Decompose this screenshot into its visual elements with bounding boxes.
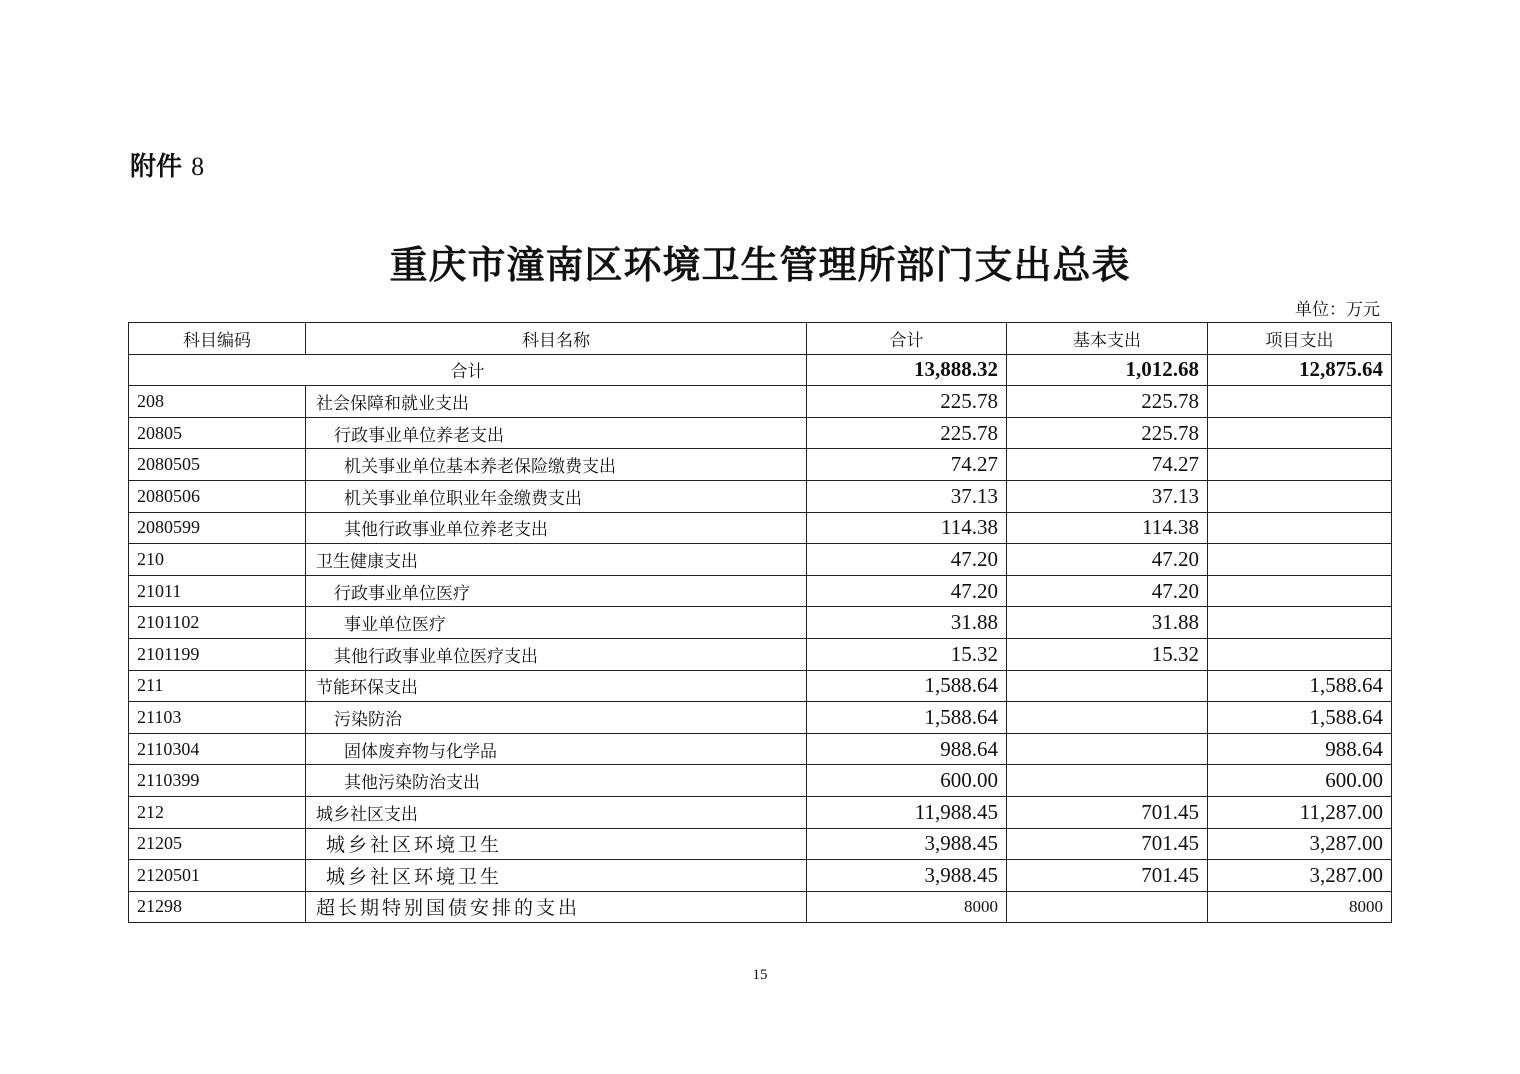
row-name: 污染防治: [306, 702, 807, 734]
attachment-label: [130, 146, 204, 183]
row-total: 114.38: [807, 512, 1007, 544]
row-basic: 47.20: [1007, 575, 1208, 607]
row-basic: [1007, 670, 1208, 702]
row-code: 20805: [129, 417, 306, 449]
attachment-number: 8: [191, 152, 205, 181]
table-row: [129, 828, 1392, 860]
row-code: 2101102: [129, 607, 306, 639]
row-total: 15.32: [807, 638, 1007, 670]
table-row: [129, 575, 1392, 607]
expenditure-table: [128, 322, 1392, 923]
table-row: [129, 512, 1392, 544]
row-code: 208: [129, 386, 306, 418]
table-row: [129, 702, 1392, 734]
row-project: 988.64: [1208, 733, 1392, 765]
row-name: 卫生健康支出: [306, 544, 807, 576]
row-project: [1208, 417, 1392, 449]
row-code: 2110304: [129, 733, 306, 765]
row-name: 超长期特别国债安排的支出: [306, 891, 807, 923]
row-basic: 701.45: [1007, 860, 1208, 892]
row-project: 1,588.64: [1208, 670, 1392, 702]
row-project: 3,287.00: [1208, 828, 1392, 860]
row-name: 机关事业单位职业年金缴费支出: [306, 480, 807, 512]
row-code: 21205: [129, 828, 306, 860]
row-name: 行政事业单位医疗: [306, 575, 807, 607]
row-name: 节能环保支出: [306, 670, 807, 702]
row-project: [1208, 638, 1392, 670]
row-total: 74.27: [807, 449, 1007, 481]
row-basic: [1007, 891, 1208, 923]
row-name: 其他行政事业单位养老支出: [306, 512, 807, 544]
row-code: 21011: [129, 575, 306, 607]
row-project: [1208, 449, 1392, 481]
row-basic: 15.32: [1007, 638, 1208, 670]
row-basic: 701.45: [1007, 796, 1208, 828]
table-row: [129, 417, 1392, 449]
total-basic: 1,012.68: [1007, 354, 1208, 386]
table-row: [129, 860, 1392, 892]
header-basic: 基本支出: [1007, 323, 1208, 355]
row-total: 600.00: [807, 765, 1007, 797]
row-project: 3,287.00: [1208, 860, 1392, 892]
table-row: [129, 607, 1392, 639]
row-total: 47.20: [807, 575, 1007, 607]
row-code: 210: [129, 544, 306, 576]
row-total: 225.78: [807, 417, 1007, 449]
row-total: 8000: [807, 891, 1007, 923]
total-label: 合计: [129, 354, 807, 386]
attachment-word: 附件: [130, 152, 183, 182]
row-basic: 114.38: [1007, 512, 1208, 544]
row-name: 城乡社区环境卫生: [306, 828, 807, 860]
header-row: [129, 323, 1392, 355]
row-code: 2080505: [129, 449, 306, 481]
row-total: 1,588.64: [807, 670, 1007, 702]
table-row: [129, 638, 1392, 670]
table-row: [129, 544, 1392, 576]
row-name: 其他行政事业单位医疗支出: [306, 638, 807, 670]
row-code: 2080506: [129, 480, 306, 512]
row-name: 城乡社区环境卫生: [306, 860, 807, 892]
row-project: 11,287.00: [1208, 796, 1392, 828]
row-total: 11,988.45: [807, 796, 1007, 828]
row-code: 2080599: [129, 512, 306, 544]
row-project: 600.00: [1208, 765, 1392, 797]
table-row: [129, 891, 1392, 923]
table-row: [129, 796, 1392, 828]
row-basic: 74.27: [1007, 449, 1208, 481]
row-project: 8000: [1208, 891, 1392, 923]
row-basic: 225.78: [1007, 386, 1208, 418]
header-name: 科目名称: [306, 323, 807, 355]
row-name: 事业单位医疗: [306, 607, 807, 639]
table-row: [129, 386, 1392, 418]
row-name: 机关事业单位基本养老保险缴费支出: [306, 449, 807, 481]
header-total: 合计: [807, 323, 1007, 355]
row-code: 2101199: [129, 638, 306, 670]
row-basic: 31.88: [1007, 607, 1208, 639]
row-total: 3,988.45: [807, 828, 1007, 860]
row-code: 21103: [129, 702, 306, 734]
row-total: 3,988.45: [807, 860, 1007, 892]
row-name: 社会保障和就业支出: [306, 386, 807, 418]
row-project: [1208, 607, 1392, 639]
row-project: [1208, 575, 1392, 607]
page-number: 15: [752, 967, 768, 983]
row-basic: [1007, 765, 1208, 797]
row-code: 2120501: [129, 860, 306, 892]
row-code: 21298: [129, 891, 306, 923]
row-name: 固体废弃物与化学品: [306, 733, 807, 765]
header-project: 项目支出: [1208, 323, 1392, 355]
row-basic: [1007, 733, 1208, 765]
row-name: 其他污染防治支出: [306, 765, 807, 797]
row-name: 行政事业单位养老支出: [306, 417, 807, 449]
row-project: [1208, 512, 1392, 544]
row-code: 2110399: [129, 765, 306, 797]
page-title: 重庆市潼南区环境卫生管理所部门支出总表: [389, 242, 1131, 287]
row-project: [1208, 480, 1392, 512]
row-total: 47.20: [807, 544, 1007, 576]
total-row: [129, 354, 1392, 386]
header-code: 科目编码: [129, 323, 306, 355]
row-total: 31.88: [807, 607, 1007, 639]
table-row: [129, 765, 1392, 797]
table-row: [129, 449, 1392, 481]
row-project: [1208, 386, 1392, 418]
row-total: 37.13: [807, 480, 1007, 512]
row-project: 1,588.64: [1208, 702, 1392, 734]
row-total: 988.64: [807, 733, 1007, 765]
row-basic: [1007, 702, 1208, 734]
table-row: [129, 670, 1392, 702]
row-code: 212: [129, 796, 306, 828]
table-row: [129, 733, 1392, 765]
table-row: [129, 480, 1392, 512]
total-amount: 13,888.32: [807, 354, 1007, 386]
row-project: [1208, 544, 1392, 576]
row-basic: 37.13: [1007, 480, 1208, 512]
total-project: 12,875.64: [1208, 354, 1392, 386]
row-total: 1,588.64: [807, 702, 1007, 734]
row-basic: 47.20: [1007, 544, 1208, 576]
row-basic: 225.78: [1007, 417, 1208, 449]
row-basic: 701.45: [1007, 828, 1208, 860]
row-name: 城乡社区支出: [306, 796, 807, 828]
unit-label: 单位：万元: [1295, 300, 1380, 320]
row-total: 225.78: [807, 386, 1007, 418]
row-code: 211: [129, 670, 306, 702]
